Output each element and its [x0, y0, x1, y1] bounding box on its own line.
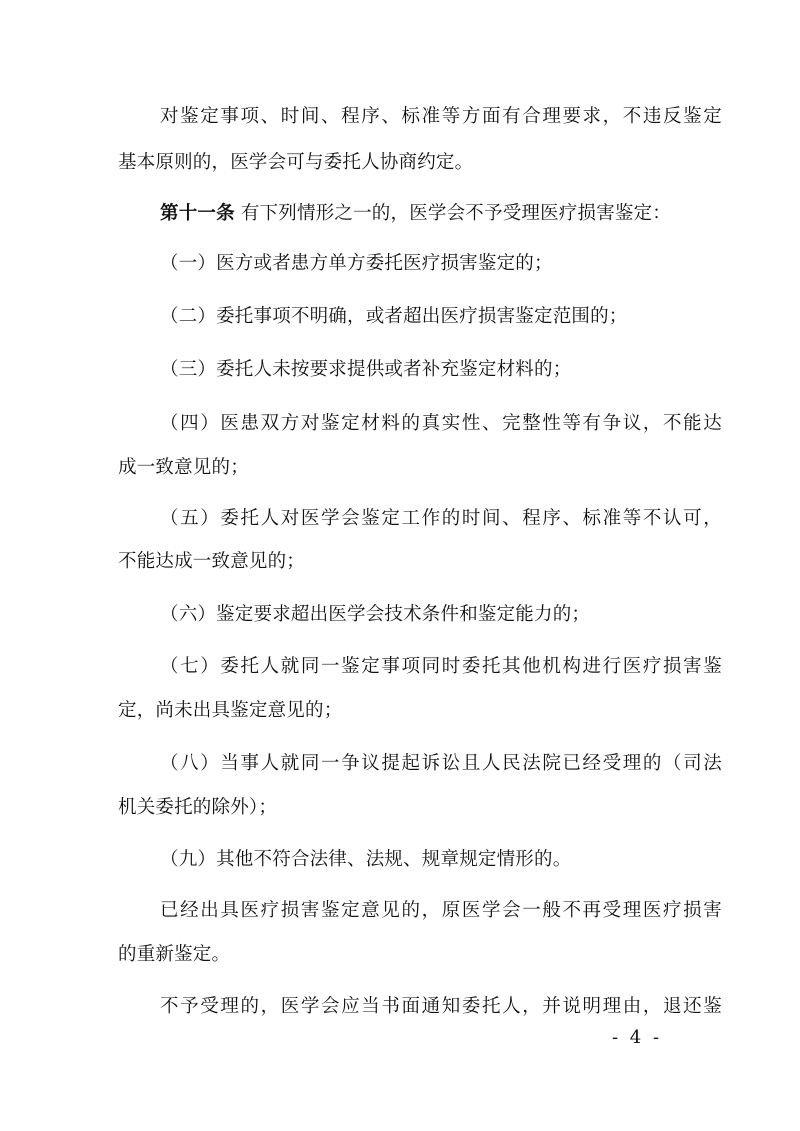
article-text: 有下列情形之一的，医学会不予受理医疗损害鉴定：: [234, 203, 671, 224]
list-item: （五）委托人对医学会鉴定工作的时间、程序、标准等不认可，: [160, 508, 722, 529]
list-item: （四）医患双方对鉴定材料的真实性、完整性等有争议，不能达: [160, 413, 722, 434]
paragraph-line: 基本原则的，医学会可与委托人协商约定。: [118, 152, 474, 173]
list-item: （九）其他不符合法律、法规、规章规定情形的。: [160, 849, 572, 870]
article-heading-line: [160, 201, 671, 227]
article-label: 第十一条: [160, 203, 235, 224]
paragraph-line: 不能达成一致意见的；: [118, 551, 306, 572]
paragraph-line: 成一致意见的；: [118, 457, 249, 478]
paragraph-line: 不予受理的，医学会应当书面通知委托人，并说明理由，退还鉴: [160, 996, 722, 1017]
list-item: （二）委托事项不明确，或者超出医疗损害鉴定范围的；: [160, 306, 628, 327]
list-item: （六）鉴定要求超出医学会技术条件和鉴定能力的；: [160, 604, 591, 625]
list-item: （八）当事人就同一争议提起诉讼且人民法院已经受理的（司法: [160, 753, 722, 774]
paragraph-line: 定，尚未出具鉴定意见的；: [118, 700, 343, 721]
paragraph-line: 对鉴定事项、时间、程序、标准等方面有合理要求，不违反鉴定: [160, 106, 722, 127]
paragraph-line: 的重新鉴定。: [118, 944, 231, 965]
list-item: （三）委托人未按要求提供或者补充鉴定材料的；: [160, 359, 572, 380]
list-item: （一）医方或者患方单方委托医疗损害鉴定的；: [160, 253, 553, 274]
page-number: - 4 -: [612, 1027, 663, 1048]
list-item: （七）委托人就同一鉴定事项同时委托其他机构进行医疗损害鉴: [160, 656, 722, 677]
paragraph-line: 已经出具医疗损害鉴定意见的，原医学会一般不再受理医疗损害: [160, 900, 722, 921]
paragraph-line: 机关委托的除外）；: [118, 797, 278, 818]
